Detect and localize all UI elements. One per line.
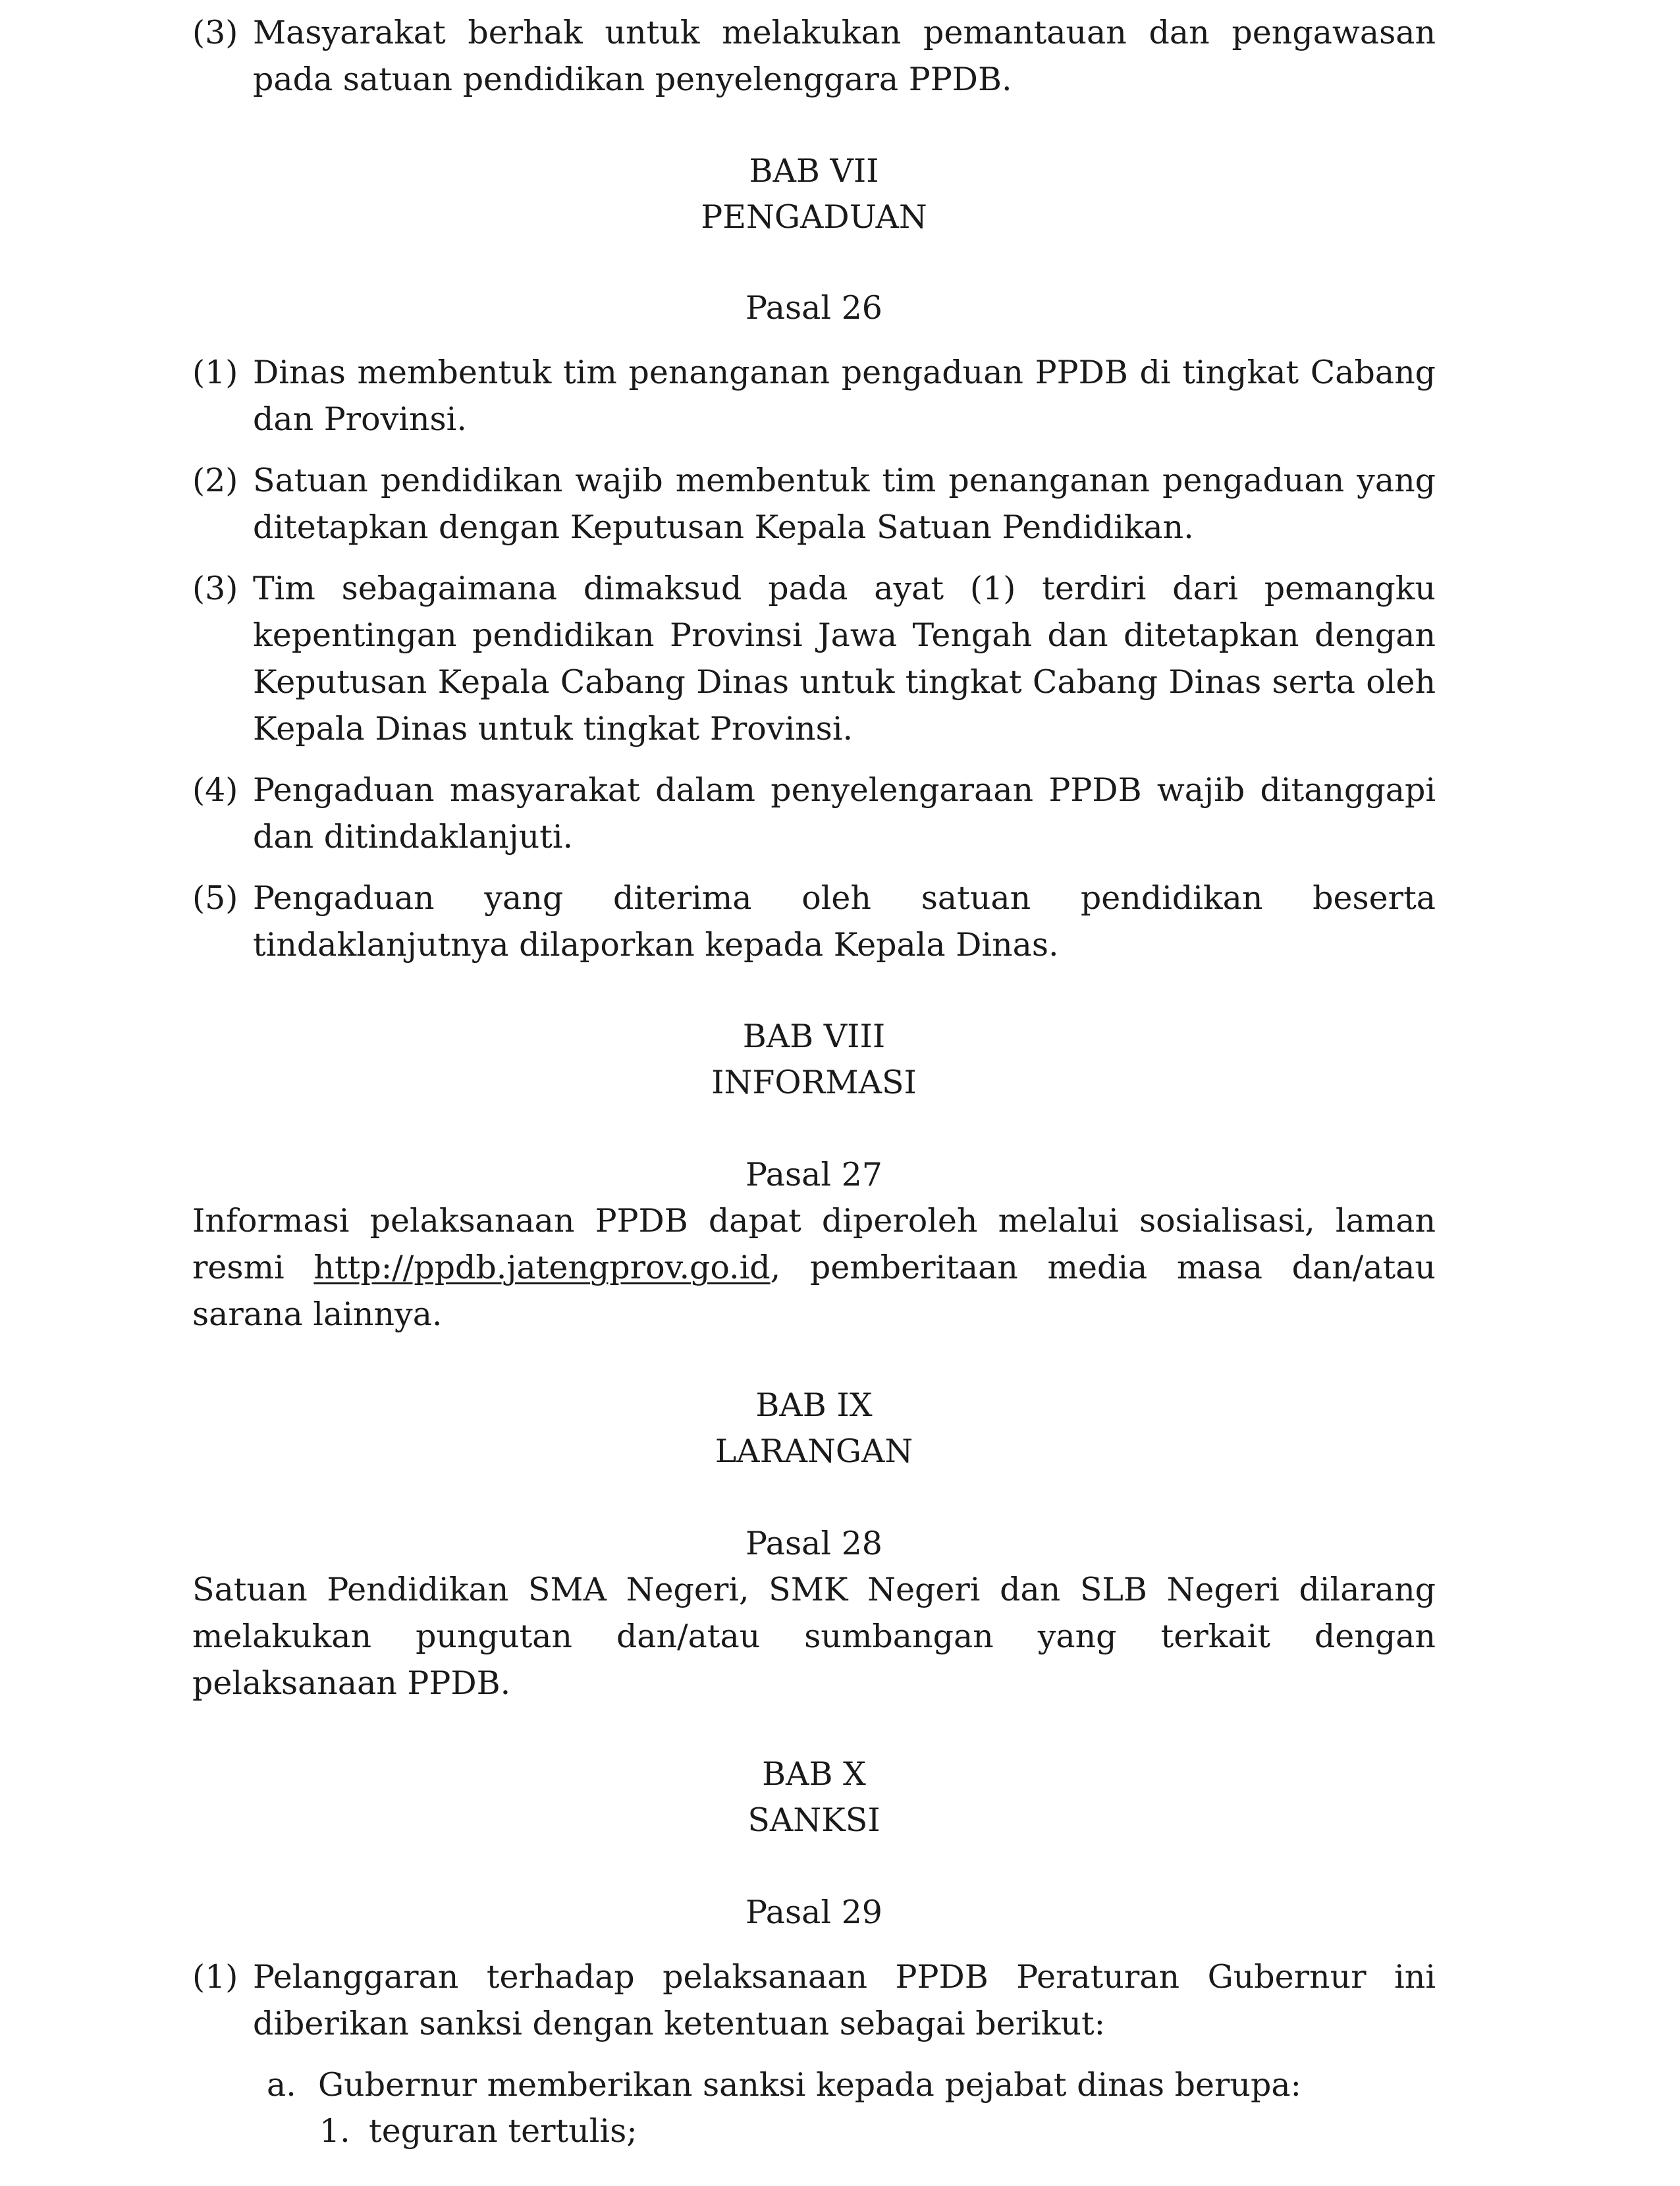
sub-item-letter: a. [267, 2066, 296, 2104]
article-heading: Pasal 28 [745, 1525, 882, 1562]
item-text: Dinas membentuk tim penanganan pengaduan PPDB di tingkat Cabang dan Provinsi. [253, 354, 1436, 438]
item-number: (1) [192, 1958, 238, 1996]
item-number: (1) [192, 354, 238, 391]
article-heading: Pasal 26 [745, 289, 882, 327]
article-heading: Pasal 29 [745, 1894, 882, 1931]
chapter-title: LARANGAN [715, 1433, 913, 1470]
chapter-title: PENGADUAN [701, 198, 927, 236]
item-text: Pelanggaran terhadap pelaksanaan PPDB Peraturan Gubernur ini diberikan sanksi dengan ketentuan sebagai berikut: [253, 1958, 1436, 2042]
item-text: Pengaduan masyarakat dalam penyelengaraan PPDB wajib ditanggapi dan ditindaklanjuti. [253, 771, 1436, 856]
item-number: (3) [192, 14, 238, 51]
pasal-26-item-5 [192, 875, 1436, 968]
pasal-27-text-before: Informasi pelaksanaan PPDB dapat diperoleh melalui sosialisasi, laman resmi [192, 1202, 1436, 1286]
pasal-26-item-4 [192, 767, 1436, 860]
sub-sub-item-number: 1. [319, 2112, 350, 2150]
pasal-27-text-after: , pemberitaan media masa dan/atau sarana lainnya. [192, 1249, 1436, 1333]
pasal-27-text [192, 1197, 1436, 1338]
pasal-29-sub-item-a-1 [319, 2108, 1439, 2154]
pasal-28-text: Satuan Pendidikan SMA Negeri, SMK Negeri dan SLB Negeri dilarang melakukan pungutan dan/atau sumbangan yang terkait dengan pelaksanaan PPDB. [192, 1571, 1436, 1702]
item-text: Tim sebagaimana dimaksud pada ayat (1) terdiri dari pemangku kepentingan pendidikan Provinsi Jawa Tengah dan ditetapkan dengan Keputusan Kepala Cabang Dinas untuk tingkat Cabang Dinas serta oleh Kepala Dinas untuk tingkat Provinsi. [253, 570, 1436, 748]
pasal-29-item-1 [192, 1954, 1436, 2047]
pasal-26-item-1 [192, 349, 1436, 443]
chapter-number: BAB VIII [742, 1018, 886, 1055]
chapter-number: BAB VII [749, 152, 879, 190]
item-text-line-1: Pengaduan yang diterima oleh satuan pendidikan beserta [253, 879, 1436, 917]
chapter-title: SANKSI [747, 1801, 881, 1839]
pasal-26-item-2 [192, 457, 1436, 551]
pasal-25-item-3 [192, 9, 1436, 103]
article-heading: Pasal 27 [745, 1156, 882, 1193]
item-text: Satuan pendidikan wajib membentuk tim penanganan pengaduan yang ditetapkan dengan Keputusan Kepala Satuan Pendidikan. [253, 462, 1436, 546]
item-text: Masyarakat berhak untuk melakukan pemantauan dan pengawasan pada satuan pendidikan penyelenggara PPDB. [253, 14, 1436, 98]
chapter-number: BAB IX [755, 1386, 873, 1424]
pasal-26-item-3 [192, 565, 1436, 752]
website-link[interactable]: http://ppdb.jatengprov.go.id [313, 1249, 771, 1286]
sub-sub-item-text: teguran tertulis; [369, 2112, 637, 2150]
chapter-title: INFORMASI [711, 1064, 917, 1101]
item-number: (5) [192, 879, 238, 917]
chapter-number: BAB X [762, 1755, 866, 1793]
item-text-line-2: tindaklanjutnya dilaporkan kepada Kepala Dinas. [253, 926, 1059, 964]
item-number: (4) [192, 771, 238, 809]
item-number: (3) [192, 570, 238, 607]
pasal-29-sub-item-a [267, 2062, 1439, 2108]
item-number: (2) [192, 462, 238, 499]
sub-item-text: Gubernur memberikan sanksi kepada pejabat dinas berupa: [318, 2066, 1302, 2104]
